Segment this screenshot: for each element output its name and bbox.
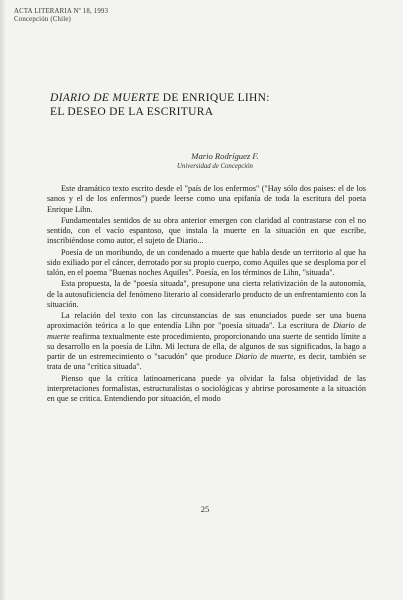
title-rest: DE ENRIQUE LIHN: xyxy=(159,92,270,104)
paragraph-text: reafirma textualmente este procedimiento, proporcionando una suerte de sentido límite a su desarrollo en la poesía de Lihn. Mi lectura de ella, de algunos de sus significados, la hago a partir de un estremecimiento o "sacudón" que produce xyxy=(47,331,366,361)
paragraph: Poesía de un moribundo, de un condenado a muerte que habla desde un territorio al que ha sido exiliado por el cáncer, derrotado por su propio cuerpo, como Aquiles que se desploma por el talón, en el poema "Buenas noches Aquiles". Poesía, en los términos de Lihn, "situada". xyxy=(47,247,366,277)
paragraph xyxy=(47,311,366,373)
title-line-2: EL DESEO DE LA ESCRITURA xyxy=(50,106,214,118)
author-name: Mario Rodríguez F. xyxy=(191,151,259,161)
scan-shadow xyxy=(0,0,6,600)
article-body xyxy=(47,184,366,405)
work-title: Diario de muerte xyxy=(235,352,294,361)
author-affiliation: Universidad de Concepción xyxy=(177,163,253,170)
paragraph-text: , es decir, también se trata de una "crítica situada". xyxy=(47,352,366,372)
journal-header xyxy=(14,8,108,23)
page-number: 25 xyxy=(200,504,210,514)
work-title: Diario de muerte xyxy=(47,321,366,341)
title-italic: DIARIO DE MUERTE xyxy=(50,92,160,104)
paragraph: Pienso que la crítica latinoamericana puede ya olvidar la falsa objetividad de las interpretaciones formalistas, estructuralistas o sociológicas y abrirse porosamente a la situación en que se critica. Entendiendo por situación, el modo xyxy=(47,373,366,403)
paragraph: Esta propuesta, la de "poesía situada", presupone una cierta relativización de la autonomía, de la autosuficiencia del fenómeno literario al considerarlo producto de un enfrentamiento con la situación. xyxy=(47,279,366,309)
journal-location: Concepción (Chile) xyxy=(14,15,72,23)
title-line-1 xyxy=(50,91,350,105)
journal-name: ACTA LITERARIA Nº 18, 1993 xyxy=(14,8,109,15)
paragraph-text: La relación del texto con las circunstancias de sus enunciados puede ser una buena aproximación teórica a lo que entendía Lihn por "poesía situada". La escritura de xyxy=(47,311,366,331)
paragraph: Este dramático texto escrito desde el "país de los enfermos" ("Hay sólo dos países: el de los sanos y el de los enfermos") puede leerse como una epifanía de toda la escritura del poeta Enrique Lihn. xyxy=(47,184,366,214)
article-title xyxy=(50,91,350,119)
paragraph: Fundamentales sentidos de su obra anterior emergen con claridad al contrastarse con el no sentido, con el vacío espantoso, que instala la muerte en la situación en que escribe, inscribiéndose como autor, el sujeto de Diario... xyxy=(47,215,366,246)
